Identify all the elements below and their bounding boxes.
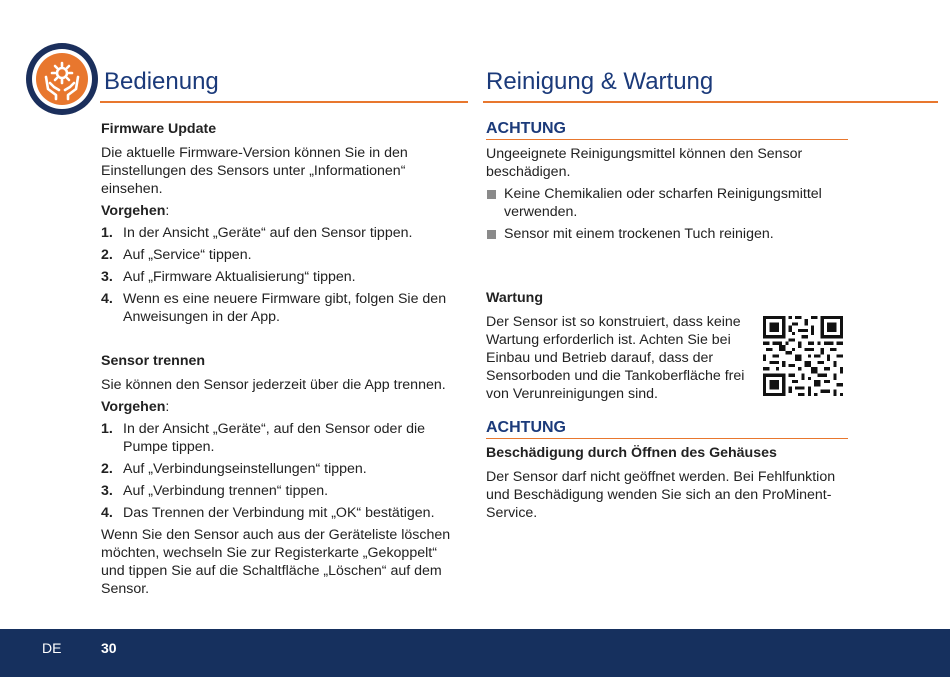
warning-text-housing: Der Sensor darf nicht geöffnet werden. Bei Fehlfunktion und Beschädigung wenden Sie sich an den ProMinent-Service. <box>486 469 836 521</box>
firmware-steps <box>101 224 461 326</box>
warning-label-cleaning: ACHTUNG <box>486 120 848 140</box>
section-logo <box>26 43 98 115</box>
square-bullet-icon <box>487 190 496 199</box>
disconnect-intro: Sie können den Sensor jederzeit über die App trennen. <box>101 377 446 393</box>
firmware-procedure-label: Vorgehen: <box>101 203 170 219</box>
list-item: 1. In der Ansicht „Geräte“ auf den Sensor tippen. <box>101 225 413 241</box>
list-item: 2. Auf „Verbindungseinstellungen“ tippen. <box>101 461 367 477</box>
list-item: 1. In der Ansicht „Geräte“, auf den Sensor oder die Pumpe tippen. <box>101 421 426 455</box>
page-title-bedienung: Bedienung <box>104 68 219 95</box>
cleaning-bullets <box>486 185 851 243</box>
warning-subheading-housing: Beschädigung durch Öffnen des Gehäuses <box>486 445 777 461</box>
footer-language: DE <box>42 640 62 656</box>
disconnect-heading: Sensor trennen <box>101 353 206 369</box>
title-divider-left <box>100 101 468 103</box>
footer-bar <box>0 629 950 677</box>
list-item: 2. Auf „Service“ tippen. <box>101 247 252 263</box>
left-column <box>101 120 461 602</box>
disconnect-procedure-label: Vorgehen: <box>101 399 170 415</box>
list-item: 4. Das Trennen der Verbindung mit „OK“ bestätigen. <box>101 505 435 521</box>
page-number: 30 <box>101 640 117 656</box>
list-item: 3. Auf „Firmware Aktualisierung“ tippen. <box>101 269 356 285</box>
maintenance-heading: Wartung <box>486 290 543 306</box>
list-item: 4. Wenn es eine neuere Firmware gibt, folgen Sie den Anweisungen in der App. <box>101 291 447 325</box>
list-item: 3. Auf „Verbindung trennen“ tippen. <box>101 483 329 499</box>
disconnect-note: Wenn Sie den Sensor auch aus der Geräteliste löschen möchten, wechseln Sie zur Registerkarte „Gekoppelt“ und tippen Sie auf die Schaltfläche „Löschen“ auf dem Sensor. <box>101 527 451 597</box>
page-title-reinigung: Reinigung & Wartung <box>486 68 714 95</box>
qr-code <box>763 316 843 396</box>
warning-text-cleaning: Ungeeignete Reinigungsmittel können den Sensor beschädigen. <box>486 146 803 180</box>
hands-gear-icon <box>36 53 88 105</box>
list-item: Keine Chemikalien oder scharfen Reinigungsmittel verwenden. <box>486 185 851 221</box>
firmware-heading: Firmware Update <box>101 121 217 137</box>
disconnect-steps <box>101 420 461 522</box>
warning-label-housing: ACHTUNG <box>486 419 848 439</box>
firmware-intro: Die aktuelle Firmware-Version können Sie in den Einstellungen des Sensors unter „Informationen“ einsehen. <box>101 145 408 197</box>
maintenance-text: Der Sensor ist so konstruiert, dass keine Wartung erforderlich ist. Achten Sie bei Einbau und Betrieb darauf, dass der Sensorboden und die Tankoberfläche frei von Verunreinigungen sind. <box>486 314 745 402</box>
square-bullet-icon <box>487 230 496 239</box>
list-item: Sensor mit einem trockenen Tuch reinigen. <box>486 225 851 243</box>
title-divider-right <box>483 101 938 103</box>
